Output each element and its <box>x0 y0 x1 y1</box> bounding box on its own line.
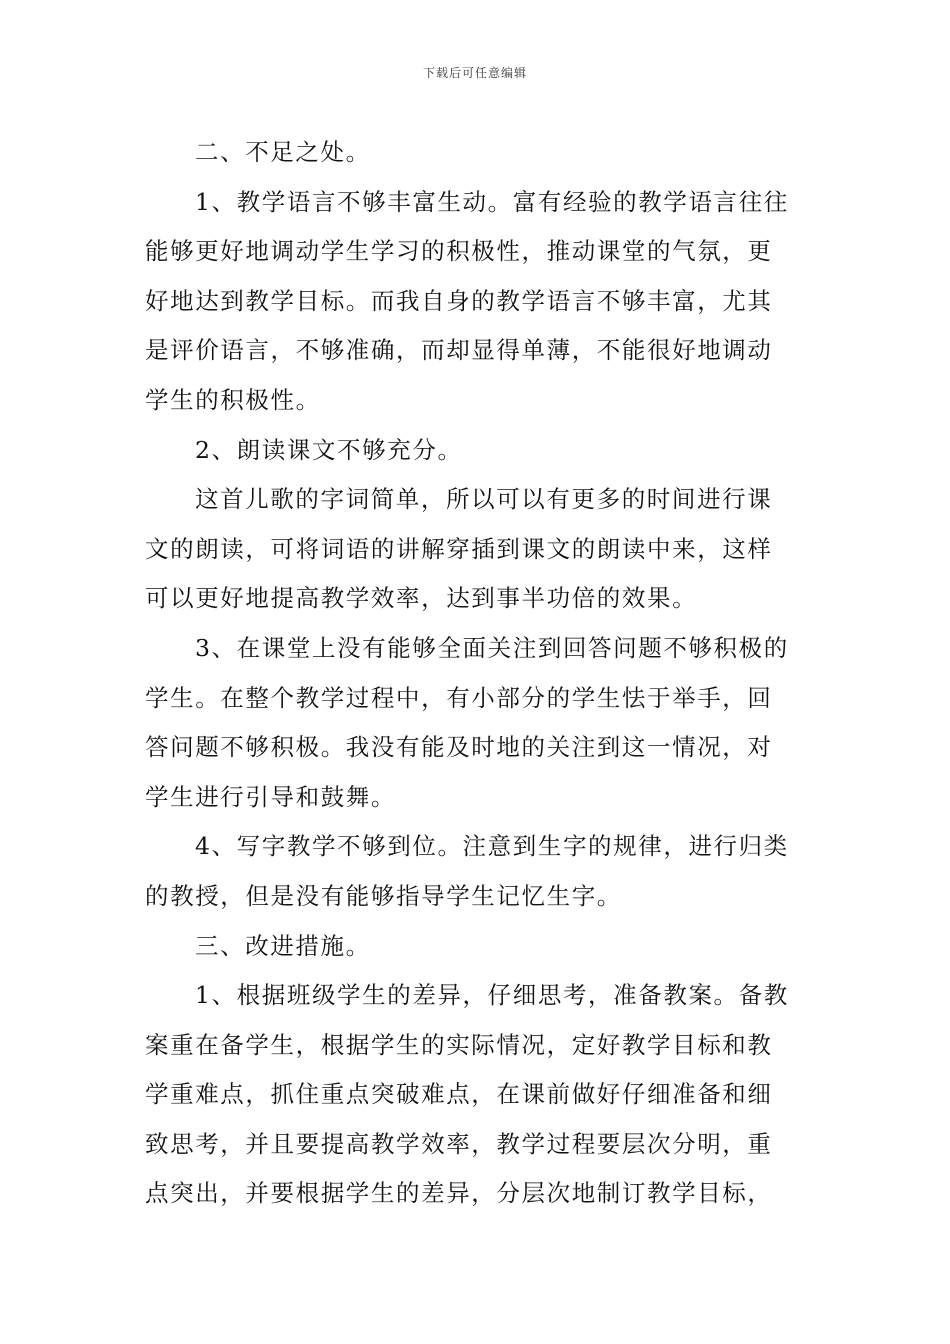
paragraph-line: 能够更好地调动学生学习的积极性，推动课堂的气氛，更 <box>145 237 773 266</box>
paragraph-line: 4、写字教学不够到位。注意到生字的规律，进行归类 <box>195 832 789 861</box>
paragraph-line: 致思考，并且要提高教学效率，教学过程要层次分明，重 <box>145 1129 773 1158</box>
paragraph-line: 1、根据班级学生的差异，仔细思考，准备教案。备教 <box>195 981 789 1010</box>
paragraph-line: 这首儿歌的字词简单，所以可以有更多的时间进行课 <box>195 485 773 514</box>
paragraph-line: 是评价语言，不够准确，而却显得单薄，不能很好地调动 <box>145 336 773 365</box>
page-header: 下载后可任意编辑 <box>422 66 527 80</box>
section-heading: 二、不足之处。 <box>195 138 371 166</box>
paragraph-line: 2、朗读课文不够充分。 <box>195 435 463 464</box>
paragraph-line: 学生进行引导和鼓舞。 <box>145 782 396 811</box>
paragraph-line: 学生的积极性。 <box>145 385 321 414</box>
paragraph-line: 案重在备学生，根据学生的实际情况，定好教学目标和教 <box>145 1030 773 1059</box>
paragraph-line: 3、在课堂上没有能够全面关注到回答问题不够积极的 <box>195 633 789 662</box>
paragraph-line: 1、教学语言不够丰富生动。富有经验的教学语言往往 <box>195 187 789 216</box>
paragraph-line: 好地达到教学目标。而我自身的教学语言不够丰富，尤其 <box>145 286 773 315</box>
paragraph-line: 可以更好地提高教学效率，达到事半功倍的效果。 <box>145 584 698 613</box>
paragraph-line: 的教授，但是没有能够指导学生记忆生字。 <box>145 881 622 910</box>
paragraph-line: 点突出，并要根据学生的差异，分层次地制订教学目标， <box>145 1179 773 1208</box>
paragraph-line: 文的朗读，可将词语的讲解穿插到课文的朗读中来，这样 <box>145 534 773 563</box>
section-heading: 三、改进措施。 <box>195 931 371 960</box>
paragraph-line: 答问题不够积极。我没有能及时地的关注到这一情况，对 <box>145 733 773 762</box>
paragraph-line: 学生。在整个教学过程中，有小部分的学生怯于举手，回 <box>145 683 773 712</box>
paragraph-line: 学重难点，抓住重点突破难点，在课前做好仔细准备和细 <box>145 1080 773 1109</box>
document-body <box>145 128 807 1219</box>
